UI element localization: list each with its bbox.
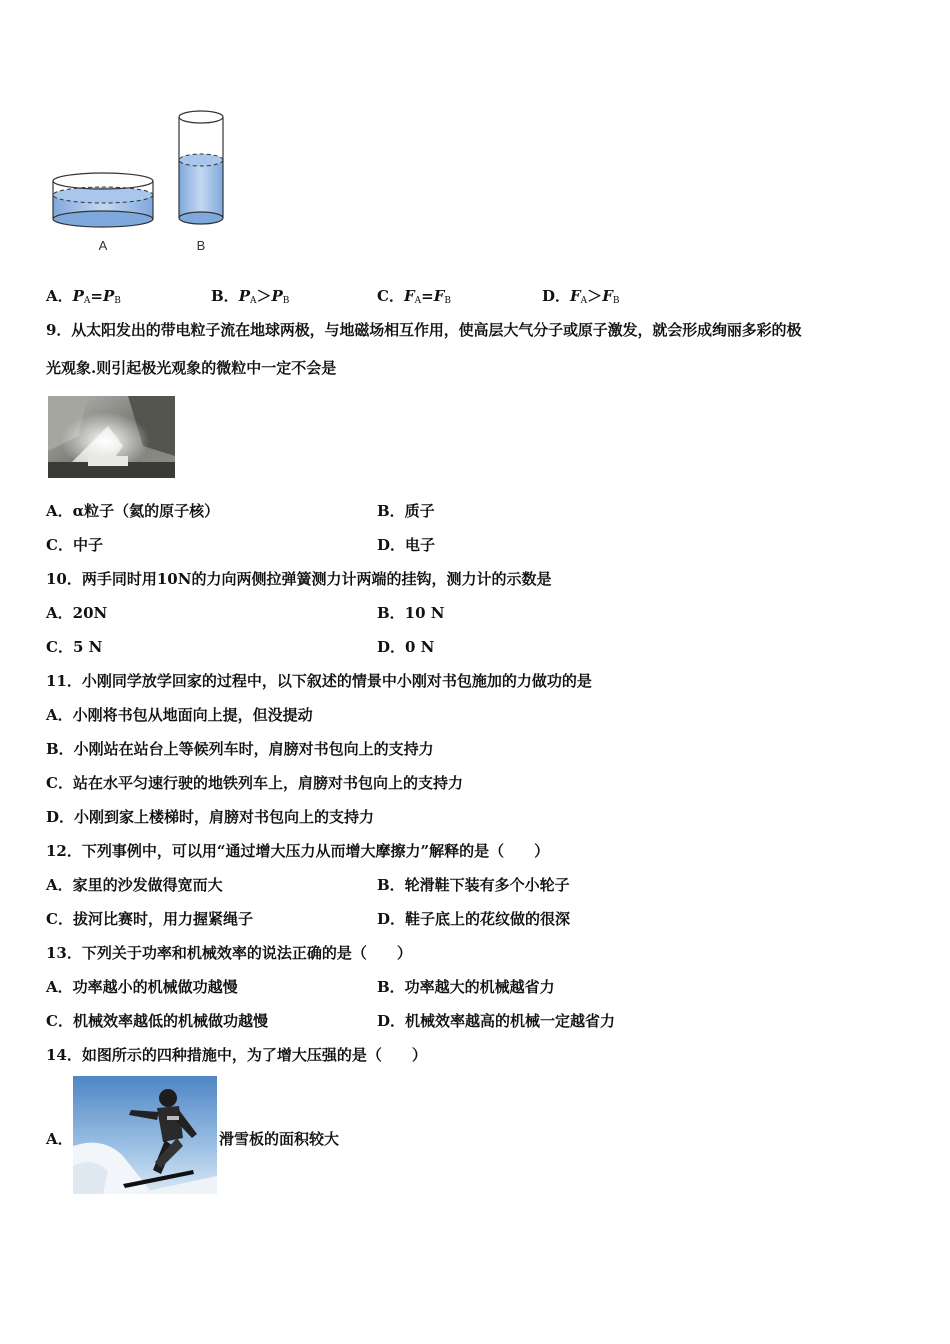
figure-label-b: B — [196, 238, 206, 253]
q11-option-d[interactable]: D．小刚到家上楼梯时，肩膀对书包向上的支持力 — [46, 808, 375, 826]
q9-stem-line2: 光观象.则引起极光观象的微粒中一定不会是 — [46, 359, 337, 377]
q13-option-a[interactable]: A．功率越小的机械做功越慢 — [46, 978, 238, 996]
q9-option-d[interactable]: D．电子 — [377, 536, 436, 554]
q11-stem: 11．小刚同学放学回家的过程中，以下叙述的情景中小刚对书包施加的力做功的是 — [46, 672, 592, 690]
container-a — [53, 173, 153, 227]
q11-option-b[interactable]: B．小刚站在站台上等候列车时，肩膀对书包向上的支持力 — [46, 740, 434, 758]
q8-option-b[interactable]: B．$P_A>P_B$ — [211, 287, 290, 306]
q10-stem: 10．两手同时用10N的力向两侧拉弹簧测力计两端的挂钩，测力计的示数是 — [46, 570, 552, 588]
q13-option-b[interactable]: B．功率越大的机械越省力 — [377, 978, 555, 996]
q12-stem: 12．下列事例中，可以用“通过增大压力从而增大摩擦力”解释的是（ ） — [46, 842, 550, 860]
q13-option-d[interactable]: D．机械效率越高的机械一定越省力 — [377, 1012, 616, 1030]
q10-option-b[interactable]: B．10 N — [377, 604, 445, 622]
q11-option-a[interactable]: A．小刚将书包从地面向上提，但没提动 — [46, 706, 313, 724]
figure-label-a: A — [98, 238, 108, 253]
q10-option-d[interactable]: D．0 N — [377, 638, 435, 656]
q10-option-a[interactable]: A．20N — [46, 604, 108, 622]
containers-figure — [46, 105, 246, 265]
q14-option-a-text[interactable]: 滑雪板的面积较大 — [219, 1130, 340, 1148]
q8-option-a[interactable]: A．$P_A=P_B$ — [46, 287, 121, 306]
snowboarder-photo — [73, 1076, 217, 1194]
q14-stem: 14．如图所示的四种措施中，为了增大压强的是（ ） — [46, 1046, 427, 1064]
container-b — [179, 111, 223, 224]
q8-option-c[interactable]: C．$F_A=F_B$ — [377, 287, 451, 306]
q8-option-d[interactable]: D．$F_A>F_B$ — [542, 287, 620, 306]
q9-option-a[interactable]: A．α粒子（氦的原子核） — [46, 502, 220, 520]
q12-option-a[interactable]: A．家里的沙发做得宽而大 — [46, 876, 223, 894]
q9-option-b[interactable]: B．质子 — [377, 502, 435, 520]
q14-option-a-letter[interactable]: A． — [46, 1130, 73, 1148]
q12-option-c[interactable]: C．拔河比赛时，用力握紧绳子 — [46, 910, 253, 928]
q13-option-c[interactable]: C．机械效率越低的机械做功越慢 — [46, 1012, 268, 1030]
aurora-photo — [48, 396, 175, 478]
q10-option-c[interactable]: C．5 N — [46, 638, 103, 656]
q9-option-c[interactable]: C．中子 — [46, 536, 103, 554]
q13-stem: 13．下列关于功率和机械效率的说法正确的是（ ） — [46, 944, 412, 962]
q11-option-c[interactable]: C．站在水平匀速行驶的地铁列车上，肩膀对书包向上的支持力 — [46, 774, 463, 792]
q12-option-d[interactable]: D．鞋子底上的花纹做的很深 — [377, 910, 571, 928]
q9-stem-line1: 9．从太阳发出的带电粒子流在地球两极，与地磁场相互作用，使高层大气分子或原子激发，就会形成绚丽多彩的极 — [46, 321, 802, 339]
q12-option-b[interactable]: B．轮滑鞋下装有多个小轮子 — [377, 876, 570, 894]
